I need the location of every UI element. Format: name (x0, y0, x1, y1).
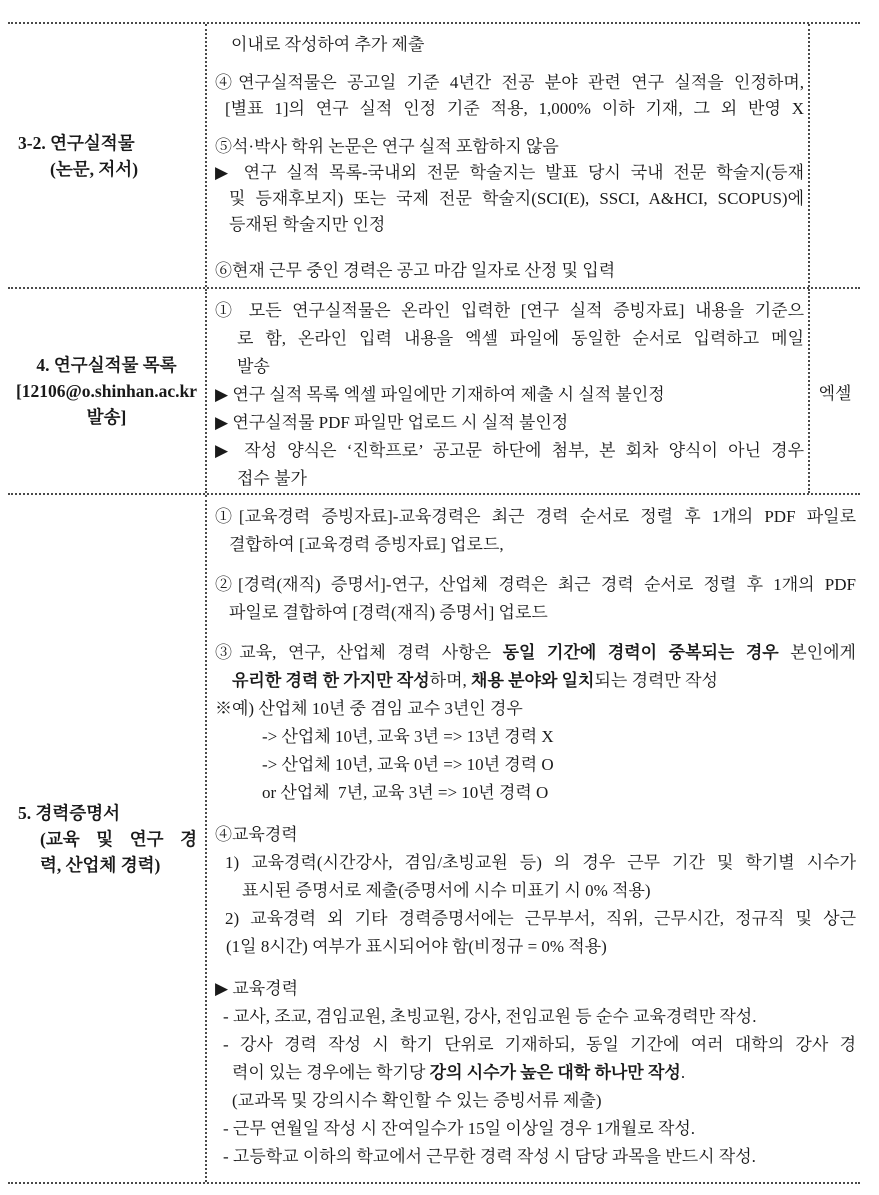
text-line: - 근무 연월일 작성 시 잔여일수가 15일 이상일 경우 1개월로 작성. (223, 1119, 696, 1138)
text-line: 로 함, 온라인 입력 내용을 엑셀 파일에 동일한 순서로 입력하고 메일 (237, 329, 804, 348)
row-header-subtitle: (교육 및 연구 경 (40, 828, 197, 849)
text-line: 력이 있는 경우에는 학기당 강의 시수가 높은 대학 하나만 작성. (232, 1063, 686, 1082)
text-line: ▶ 연구 실적 목록-국내외 전문 학술지는 발표 당시 국내 전문 학술지(등재 (215, 163, 804, 182)
text-line: 표시된 증명서로 제출(증명서에 시수 미표기 시 0% 적용) (242, 881, 651, 900)
row-content-research-list (207, 289, 808, 493)
text-line: ① 모든 연구실적물은 온라인 입력한 [연구 실적 증빙자료] 내용을 기준으 (215, 301, 804, 320)
table-row-research-list (8, 289, 860, 495)
text-line: (교과목 및 강의시수 확인할 수 있는 증빙서류 제출) (232, 1091, 602, 1110)
requirements-table (8, 22, 860, 1184)
text-line: 1) 교육경력(시간강사, 겸임/초빙교원 등) 의 경우 근무 기간 및 학기별 시수가 (225, 853, 856, 872)
text-line: 이내로 작성하여 추가 제출 (231, 35, 425, 54)
text-line: ⑤석·박사 학위 논문은 연구 실적 포함하지 않음 (215, 137, 559, 156)
table-row-research-output (8, 24, 860, 289)
attachment-note-excel: 엑셀 (808, 289, 860, 493)
text-line: ①[교육경력 증빙자료]-교육경력은 최근 경력 순서로 정렬 후 1개의 PDF 파일로 (215, 507, 856, 526)
text-line: - 강사 경력 작성 시 학기 단위로 기재하되, 동일 기간에 여러 대학의 강사 경 (223, 1035, 856, 1054)
text-line: ④연구실적물은 공고일 기준 4년간 전공 분야 관련 연구 실적을 인정하며, (215, 73, 804, 92)
text-line: ▶ 연구실적물 PDF 파일만 업로드 시 실적 불인정 (215, 413, 569, 432)
row-header-subtitle: 발송] (86, 407, 127, 427)
row-header-title: 5. 경력증명서 (18, 802, 121, 823)
text-line: -> 산업체 10년, 교육 3년 => 13년 경력 X (262, 727, 554, 746)
text-line: [별표 1]의 연구 실적 인정 기준 적용, 1,000% 이하 기재, 그 외 반영 X (225, 99, 804, 118)
text-line: - 고등학교 이하의 학교에서 근무한 경력 작성 시 담당 과목을 반드시 작성. (223, 1147, 756, 1166)
row-header-subtitle: 력, 산업체 경력) (40, 854, 161, 875)
text-line: ▶ 작성 양식은 ‘진학프로’ 공고문 하단에 첨부, 본 회차 양식이 아닌 경우 (215, 441, 804, 460)
text-line: ⑥현재 근무 중인 경력은 공고 마감 일자로 산정 및 입력 (215, 261, 616, 280)
row-header-research-list (8, 289, 207, 493)
attachment-note-cell (808, 24, 860, 287)
row-content-career-certificate (207, 495, 860, 1182)
text-line: 등재된 학술지만 인정 (229, 215, 386, 234)
row-header-career-certificate (8, 495, 207, 1182)
text-line: (1일 8시간) 여부가 표시되어야 함(비정규 = 0% 적용) (226, 937, 607, 956)
text-line: 파일로 결합하여 [경력(재직) 증명서] 업로드 (229, 603, 548, 622)
text-line: ▶ 교육경력 (215, 979, 299, 998)
text-line: 발송 (237, 357, 270, 376)
text-line: 접수 불가 (237, 469, 307, 488)
text-line: ④교육경력 (215, 825, 298, 844)
text-line: 및 등재후보지) 또는 국제 전문 학술지(SCI(E), SSCI, A&HCI, SCOPUS)에 (229, 189, 804, 208)
text-line: 2) 교육경력 외 기타 경력증명서에는 근무부서, 직위, 근무시간, 정규직 및 상근 (225, 909, 856, 928)
row-header-research-output (8, 24, 207, 287)
text-line: ▶ 연구 실적 목록 엑셀 파일에만 기재하여 제출 시 실적 불인정 (215, 385, 665, 404)
row-content-research-output (207, 24, 808, 287)
row-header-email: [12106@o.shinhan.ac.kr (15, 381, 198, 401)
text-line: or 산업체 7년, 교육 3년 => 10년 경력 O (262, 783, 549, 802)
text-line: ②[경력(재직) 증명서]-연구, 산업체 경력은 최근 경력 순서로 정렬 후 1개의 PDF (215, 575, 856, 594)
text-line: ※예) 산업체 10년 중 겸임 교수 3년인 경우 (215, 699, 523, 718)
text-line: -> 산업체 10년, 교육 0년 => 10년 경력 O (262, 755, 554, 774)
row-header-title: 3-2. 연구실적물 (18, 132, 135, 153)
row-header-title: 4. 연구실적물 목록 (36, 355, 177, 375)
text-line: ③교육, 연구, 산업체 경력 사항은 동일 기간에 경력이 중복되는 경우 본인에게 (215, 643, 856, 662)
text-line: 결합하여 [교육경력 증빙자료] 업로드, (229, 535, 504, 554)
text-line: - 교사, 조교, 겸임교원, 초빙교원, 강사, 전임교원 등 순수 교육경력만 작성. (223, 1007, 757, 1026)
table-row-career-certificate (8, 495, 860, 1182)
row-header-subtitle: (논문, 저서) (50, 158, 139, 179)
text-line: 유리한 경력 한 가지만 작성하며, 채용 분야와 일치되는 경력만 작성 (232, 671, 718, 690)
